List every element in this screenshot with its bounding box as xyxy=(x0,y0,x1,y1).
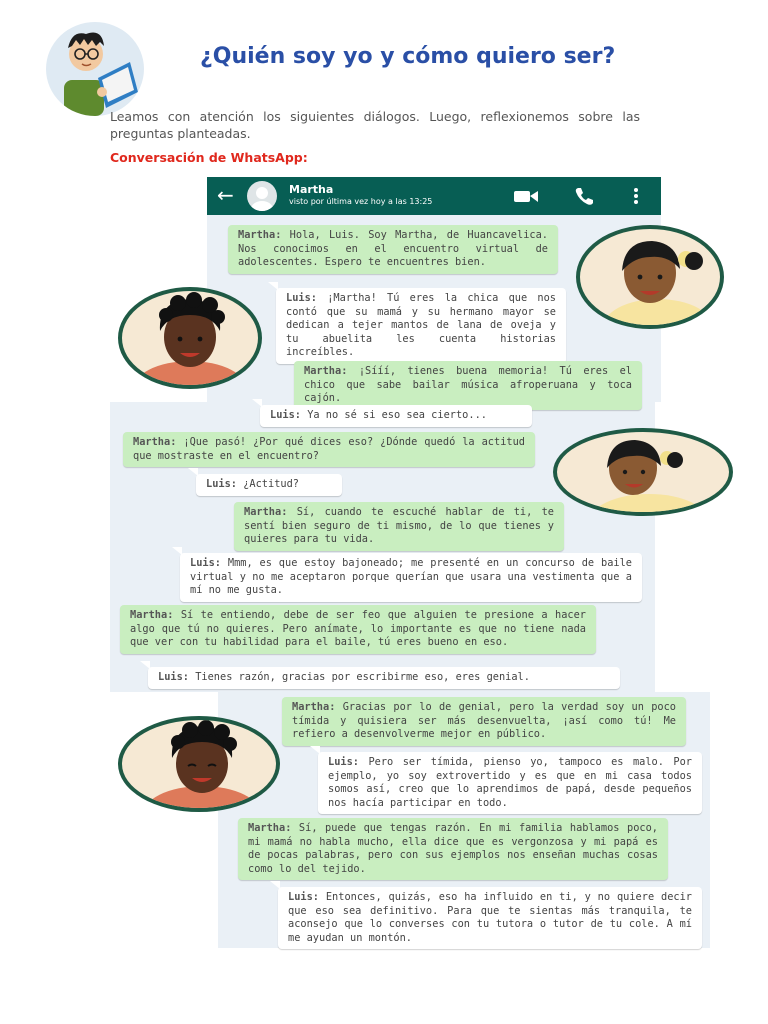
chat-message xyxy=(238,818,668,880)
student-reading-avatar xyxy=(46,22,144,116)
message-speaker: Martha: xyxy=(248,822,292,834)
message-text: Sí te entiendo, debe de ser feo que alguien te presione a hacer algo que tú no quieres. Pero anímate, lo importante es que no tiene nada que ver con tu habilidad para el baile, tú eres bueno en eso. xyxy=(130,609,586,648)
message-speaker: Martha: xyxy=(292,701,336,713)
chat-message xyxy=(282,697,686,746)
contact-name[interactable]: Martha xyxy=(289,183,334,196)
contact-avatar-icon[interactable] xyxy=(247,181,277,211)
message-text: Sí, puede que tengas razón. En mi familia hablamos poco, mi mamá no habla mucho, ella dice que es vergonzosa y mi papá es de pocas palabras, pero con sus ejemplos nos enseñan muchas cosas como lo del tejido. xyxy=(248,822,658,875)
message-speaker: Martha: xyxy=(238,229,282,241)
intro-paragraph: Leamos con atención los siguientes diálogos. Luego, reflexionemos sobre las preguntas planteadas. xyxy=(110,109,640,141)
chat-message xyxy=(120,605,596,654)
chat-message xyxy=(234,502,564,551)
message-speaker: Martha: xyxy=(304,365,348,377)
message-text: ¡Martha! Tú eres la chica que nos contó que su mamá y su hermano mayor se dedican a tejer mantos de lana de oveja y tu abuelita les cuenta historias increíbles. xyxy=(286,292,556,358)
message-text: Ya no sé si eso sea cierto... xyxy=(301,409,487,421)
luis-portrait xyxy=(118,287,262,389)
message-speaker: Luis: xyxy=(158,671,189,683)
message-text: Tienes razón, gracias por escribirme eso, eres genial. xyxy=(189,671,530,683)
back-arrow-icon[interactable]: ← xyxy=(217,183,234,207)
message-text: Pero ser tímida, pienso yo, tampoco es malo. Por ejemplo, yo soy extrovertido y es que en mi casa todos somos así, creo que lo aprendimos de papá, desde pequeños nos hacía participar en todo. xyxy=(328,756,692,809)
chat-message xyxy=(180,553,642,602)
chat-message xyxy=(148,667,620,689)
message-text: Mmm, es que estoy bajoneado; me presenté en un concurso de baile virtual y no me aceptaron porque querían que usara una vestimenta que a mí no me gusta. xyxy=(190,557,632,596)
chat-message xyxy=(260,405,532,427)
chat-message xyxy=(276,288,566,364)
chat-message xyxy=(318,752,702,814)
section-label: Conversación de WhatsApp: xyxy=(110,150,308,165)
message-text: ¡Que pasó! ¿Por qué dices eso? ¿Dónde quedó la actitud que mostraste en el encuentro? xyxy=(133,436,525,462)
luis-portrait-2 xyxy=(118,716,280,812)
chat-message xyxy=(123,432,535,467)
message-speaker: Luis: xyxy=(206,478,237,490)
martha-portrait xyxy=(576,225,724,329)
message-text: Entonces, quizás, eso ha influido en ti, y no quiere decir que eso sea definitivo. Para que te sientas más tranquila, te aconsejo que lo converses con tu tutora o tutor de tu cole. A mí me ayudan un montón. xyxy=(288,891,692,944)
message-text: Sí, cuando te escuché hablar de ti, te sentí bien seguro de ti mismo, de lo que tienes y quieres para tu vida. xyxy=(244,506,554,545)
video-call-icon[interactable] xyxy=(513,185,537,207)
more-options-icon[interactable] xyxy=(631,185,655,207)
message-text: Gracias por lo de genial, pero la verdad soy un poco tímida y quisiera ser más desenvuelta, ¡así como tú! Me refiero a desenvolverme mejor en público. xyxy=(292,701,676,740)
message-speaker: Luis: xyxy=(328,756,359,768)
chat-message xyxy=(294,361,642,410)
message-speaker: Martha: xyxy=(130,609,174,621)
message-speaker: Luis: xyxy=(286,292,317,304)
message-text: ¿Actitud? xyxy=(237,478,299,490)
message-speaker: Luis: xyxy=(190,557,221,569)
message-text: Hola, Luis. Soy Martha, de Huancavelica. Nos conocimos en el encuentro virtual de adolescentes. Espero te encuentres bien. xyxy=(238,229,548,268)
page-title: ¿Quién soy yo y cómo quiero ser? xyxy=(200,44,616,69)
martha-portrait-2 xyxy=(553,428,733,516)
chat-message xyxy=(228,225,558,274)
message-speaker: Luis: xyxy=(288,891,319,903)
phone-icon[interactable] xyxy=(573,185,597,207)
message-text: ¡Sííí, tienes buena memoria! Tú eres el chico que sabe bailar música afroperuana y toca cajón. xyxy=(304,365,632,404)
message-speaker: Martha: xyxy=(133,436,177,448)
chat-message xyxy=(196,474,342,496)
message-speaker: Luis: xyxy=(270,409,301,421)
chat-message xyxy=(278,887,702,949)
message-speaker: Martha: xyxy=(244,506,288,518)
last-seen-status: visto por última vez hoy a las 13:25 xyxy=(289,197,433,206)
whatsapp-header xyxy=(207,177,661,215)
